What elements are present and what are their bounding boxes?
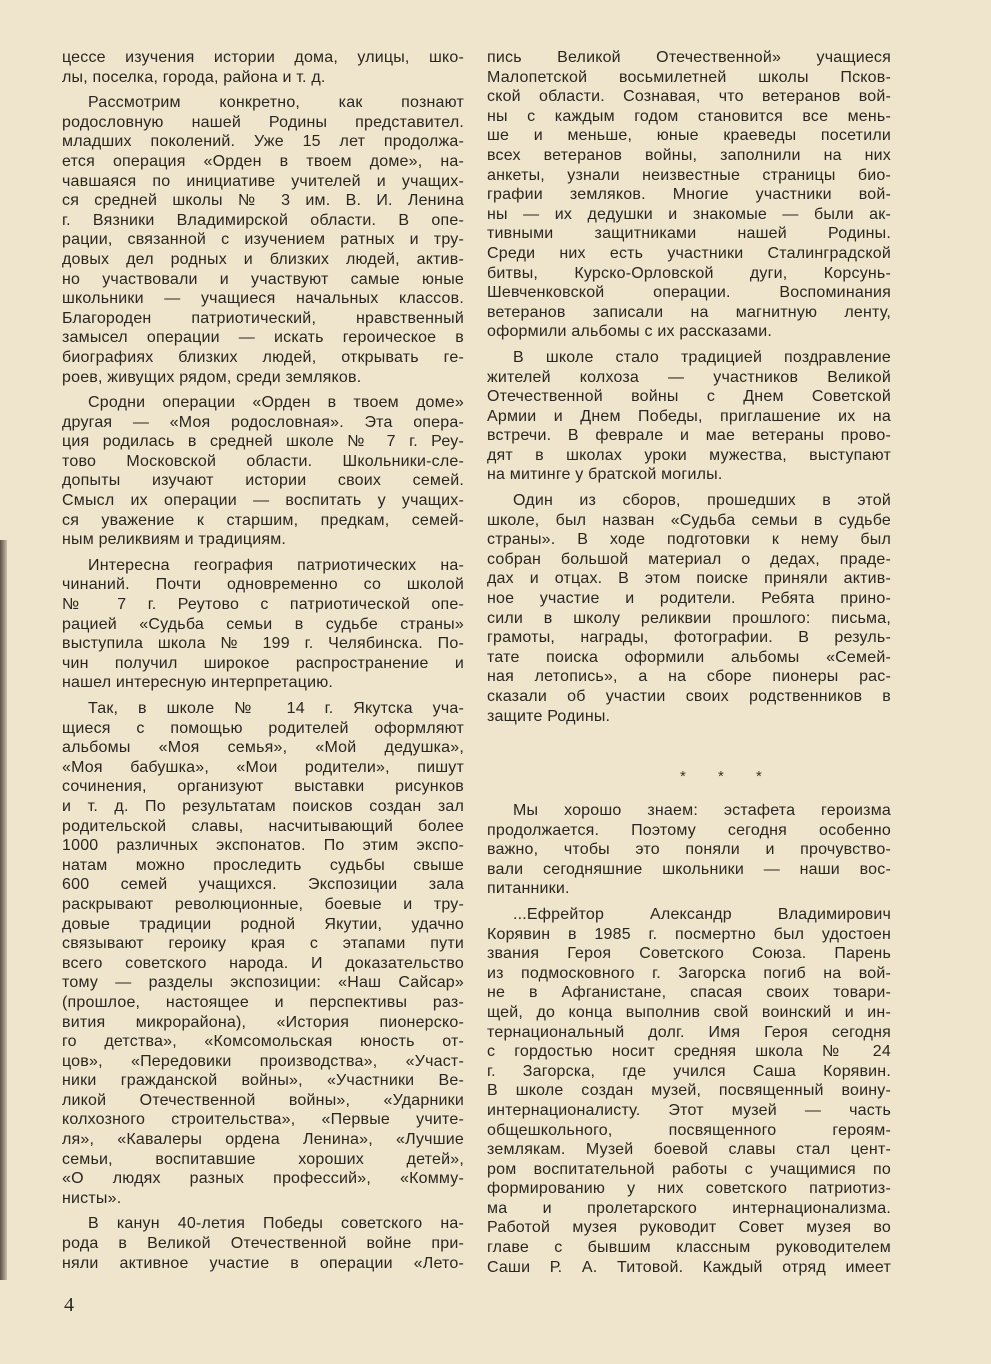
- text-line: Так, в школе № 14 г. Якутска уча-: [88, 700, 464, 717]
- text-line: родословную нашей Родины представител.: [62, 113, 464, 131]
- text-line: ники гражданской войны», «Участники Ве-: [62, 1072, 464, 1090]
- text-line: рации, связанной с изучением ратных и тру-: [62, 231, 464, 249]
- right-column-bottom: [487, 801, 891, 1283]
- left-column: [62, 48, 464, 1279]
- text-line: Один из сборов, прошедших в этой: [513, 492, 891, 510]
- text-line: цов», «Передовики производства», «Участ-: [62, 1052, 464, 1070]
- text-line: дах и отцах. В этом поиске приняли актив-: [487, 570, 891, 588]
- page-number: 4: [64, 1294, 74, 1316]
- text-line: сили в школу реликвии прошлого: письма,: [487, 609, 891, 627]
- text-line: замысел операции — искать героическое в: [62, 329, 464, 347]
- text-line: альбомы «Моя семья», «Мой дедушка»,: [62, 739, 464, 757]
- paragraph: [62, 393, 464, 550]
- text-line: другая — «Моя родословная». Эта опера-: [62, 413, 464, 431]
- text-line: семьи, воспитавшие хороших детей»,: [62, 1150, 464, 1168]
- text-line: В канун 40-летия Победы советского на-: [88, 1215, 464, 1233]
- paragraph: [487, 801, 891, 899]
- text-line: ется операция «Орден в твоем доме», на-: [62, 152, 464, 170]
- text-line: раскрывают революционные, боевые и тру-: [62, 895, 464, 913]
- text-line: ным реликвиям и традициям.: [62, 531, 287, 549]
- paragraph: [487, 348, 891, 485]
- text-line: ма и пролетарского интернационализма.: [487, 1199, 891, 1217]
- text-line: чинаний. Почти одновременно со школой: [62, 576, 464, 594]
- text-line: оформили альбомы с их рассказами.: [487, 323, 773, 341]
- text-line: ликой Отечественной войны», «Ударники: [62, 1091, 464, 1109]
- text-line: встречи. В феврале и мае ветераны прово-: [487, 427, 891, 445]
- text-line: связывают героику края с этапами пути: [62, 935, 464, 953]
- text-line: Мы хорошо знаем: эстафета героизма: [513, 802, 891, 819]
- paragraph: [62, 699, 464, 1208]
- text-line: роев, живущих рядом, среди земляков.: [62, 368, 362, 386]
- paragraph: [487, 905, 891, 1277]
- text-line: дят в школах уроки мужества, выступают: [487, 446, 891, 464]
- paragraph: [62, 48, 464, 87]
- text-line: ны — их дедушки и знакомые — были ак-: [487, 205, 891, 223]
- text-line: важно, чтобы это поняли и прочувство-: [487, 841, 891, 859]
- text-line: Смысл их операции — воспитать у учащих-: [62, 492, 464, 510]
- text-line: не в Афганистане, спасая своих товари-: [487, 984, 891, 1002]
- text-line: пись Великой Отечественной» учащиеся: [487, 49, 891, 66]
- text-line: битвы, Курско-Орловской дуги, Корсунь-: [487, 264, 891, 282]
- text-line: звания Героя Советского Союза. Парень: [487, 945, 891, 963]
- text-line: цессе изучения истории дома, улицы, шко-: [62, 49, 464, 66]
- text-line: формированию у них советского патриотиз-: [487, 1180, 891, 1198]
- text-line: довые традиции родной Якутии, удачно: [62, 915, 464, 933]
- text-line: тате поиска оформили альбомы «Семей-: [487, 648, 891, 666]
- text-line: Корявин в 1985 г. посмертно был удостоен: [487, 925, 891, 943]
- text-line: защите Родины.: [487, 707, 611, 725]
- text-line: Шевченковской операции. Воспоминания: [487, 284, 891, 302]
- text-line: ны с каждым годом становится все мень-: [487, 107, 891, 125]
- text-line: на митинге у братской могилы.: [487, 466, 723, 484]
- text-line: няли активное участие в операции «Лето-: [62, 1254, 464, 1272]
- text-line: продолжается. Поэтому сегодня особенно: [487, 821, 891, 839]
- text-line: натам можно проследить судьбы свыше: [62, 856, 464, 874]
- text-line: рода в Великой Отечественной войне при-: [62, 1235, 464, 1253]
- paragraph: [62, 556, 464, 693]
- text-line: Малопетской восьмилетней школы Псков-: [487, 68, 891, 86]
- text-line: ше и меньше, юные краеведы посетили: [487, 127, 891, 145]
- text-line: «Моя бабушка», «Мои родители», пишут: [62, 758, 464, 776]
- text-line: № 7 г. Реутово с патриотической опе-: [62, 596, 464, 614]
- text-line: школьники — учащиеся начальных классов.: [62, 290, 464, 308]
- text-line: Интересна география патриотических на-: [88, 556, 464, 574]
- text-line: с гордостью носит средняя школа № 24: [487, 1043, 891, 1061]
- text-line: чавшаяся по инициативе учителей и учащих-: [62, 172, 464, 190]
- text-line: В школе стало традицией поздравление: [513, 348, 891, 366]
- text-line: колхозного строительства», «Первые учите-: [62, 1111, 464, 1129]
- text-line: младших поколений. Уже 15 лет продолжа-: [62, 133, 464, 151]
- text-line: лы, поселка, города, района и т. д.: [62, 68, 326, 86]
- text-line: Сродни операции «Орден в твоем доме»: [88, 394, 464, 412]
- paragraph: [487, 48, 891, 342]
- text-line: родительской славы, насчитывающий более: [62, 817, 464, 835]
- text-line: сказали об участии своих родственников в: [487, 688, 891, 705]
- text-line: грамоты, награды, фотографии. В резуль-: [487, 629, 891, 647]
- text-line: всех ветеранов войны, заполнили на них: [487, 146, 891, 164]
- text-line: всего советского народа. И доказательство: [62, 954, 464, 972]
- text-line: Работой музея руководит Совет музея во: [487, 1219, 891, 1237]
- text-line: В школе создан музей, посвященный воину-: [487, 1082, 891, 1100]
- text-line: страны». В ходе подготовки к нему был: [487, 531, 891, 549]
- text-line: ное участие и родители. Ребята прино-: [487, 590, 891, 608]
- text-line: ция родилась в средней школе № 7 г. Реу-: [62, 433, 464, 451]
- text-line: тому — разделы экспозиции: «Наш Сайсар»: [62, 974, 464, 992]
- text-line: общешкольного, посвященного героям-: [487, 1121, 891, 1139]
- text-line: тивными защитниками нашей Родины.: [487, 225, 891, 243]
- text-line: допыты изучают истории своих семей.: [62, 472, 464, 490]
- scan-edge-shadow: [0, 540, 7, 1280]
- text-line: вали сегодняшние школьники — наши вос-: [487, 860, 891, 878]
- text-line: г. Загорска, где учился Саша Корявин.: [487, 1062, 891, 1080]
- text-line: нашел интересную интерпретацию.: [62, 674, 334, 692]
- text-line: интернационалисту. Этот музей — часть: [487, 1101, 891, 1119]
- text-line: землякам. Музей боевой славы стал цент-: [487, 1141, 891, 1159]
- text-line: рацией «Судьба семьи в судьбе страны»: [62, 615, 464, 633]
- text-line: г. Вязники Владимирской области. В опе-: [62, 211, 464, 229]
- text-line: Саши Р. А. Титовой. Каждый отряд имеет: [487, 1258, 891, 1276]
- text-line: ской области. Сознавая, что ветеранов вой-: [487, 88, 891, 106]
- text-line: (прошлое, настоящее и перспективы раз-: [62, 993, 464, 1011]
- text-line: анкеты, узнали неизвестные страницы био-: [487, 166, 891, 184]
- text-line: довых дел родных и близких людей, актив-: [62, 250, 464, 268]
- paragraph: [487, 491, 891, 726]
- text-line: собран большой материал о дедах, праде-: [487, 550, 891, 568]
- right-column-top: [487, 48, 891, 732]
- text-line: жителей колхоза — участников Великой: [487, 368, 891, 386]
- text-line: щиеся с помощью родителей оформляют: [62, 719, 464, 737]
- text-line: ля», «Кавалеры ордена Ленина», «Лучшие: [62, 1131, 464, 1149]
- text-line: главе с бывшим классным руководителем: [487, 1239, 891, 1257]
- text-line: го детства», «Комсомольская юность от-: [62, 1033, 464, 1051]
- text-line: 600 семей учащихся. Экспозиции зала: [62, 876, 464, 894]
- text-line: Среди них есть участники Сталинградской: [487, 244, 891, 262]
- text-line: ная летопись», а на сборе пионеры рас-: [487, 668, 891, 686]
- text-line: ся средней школы № 3 им. В. И. Ленина: [62, 192, 464, 210]
- text-line: графии земляков. Многие участники вой-: [487, 186, 891, 204]
- text-line: школе, был назван «Судьба семьи в судьбе: [487, 511, 891, 529]
- text-line: Благороден патриотический, нравственный: [62, 309, 464, 327]
- text-line: ром воспитательной работы с учащимися по: [487, 1160, 891, 1178]
- text-line: сочинения, организуют выставки рисунков: [62, 778, 464, 796]
- text-line: «О людях разных профессий», «Комму-: [62, 1170, 464, 1188]
- paragraph: [62, 93, 464, 387]
- text-line: тернациональный долг. Имя Героя сегодня: [487, 1023, 891, 1041]
- text-line: тово Московской области. Школьники-сле-: [62, 452, 464, 470]
- text-line: Отечественной войны с Днем Советской: [487, 388, 891, 406]
- text-line: щей, до конца выполнив свой воинский и ин-: [487, 1003, 891, 1021]
- text-line: ветеранов записали на магнитную ленту,: [487, 303, 891, 321]
- text-line: из подмосковного г. Загорска погиб на вой-: [487, 964, 891, 982]
- paragraph: [62, 1214, 464, 1273]
- text-line: но участвовали и участвуют самые юные: [62, 270, 464, 288]
- text-line: питанники.: [487, 880, 570, 898]
- text-line: нисты».: [62, 1189, 122, 1207]
- text-line: 1000 различных экспонатов. По этим экспо-: [62, 837, 464, 855]
- text-line: Рассмотрим конкретно, как познают: [88, 94, 464, 112]
- text-line: биографиях близких людей, открывать ге-: [62, 348, 464, 366]
- text-line: ...Ефрейтор Александр Владимирович: [513, 905, 891, 923]
- text-line: ся уважение к старшим, предкам, семей-: [62, 511, 464, 529]
- text-line: вития микрорайона), «История пионерско-: [62, 1013, 464, 1031]
- text-line: Армии и Днем Победы, приглашение их на: [487, 407, 891, 425]
- text-line: чин получил широкое распространение и: [62, 654, 464, 672]
- section-separator: * * *: [680, 768, 776, 785]
- text-line: выступила школа № 199 г. Челябинска. По-: [62, 635, 464, 653]
- text-line: и т. д. По результатам поисков создан зал: [62, 797, 464, 815]
